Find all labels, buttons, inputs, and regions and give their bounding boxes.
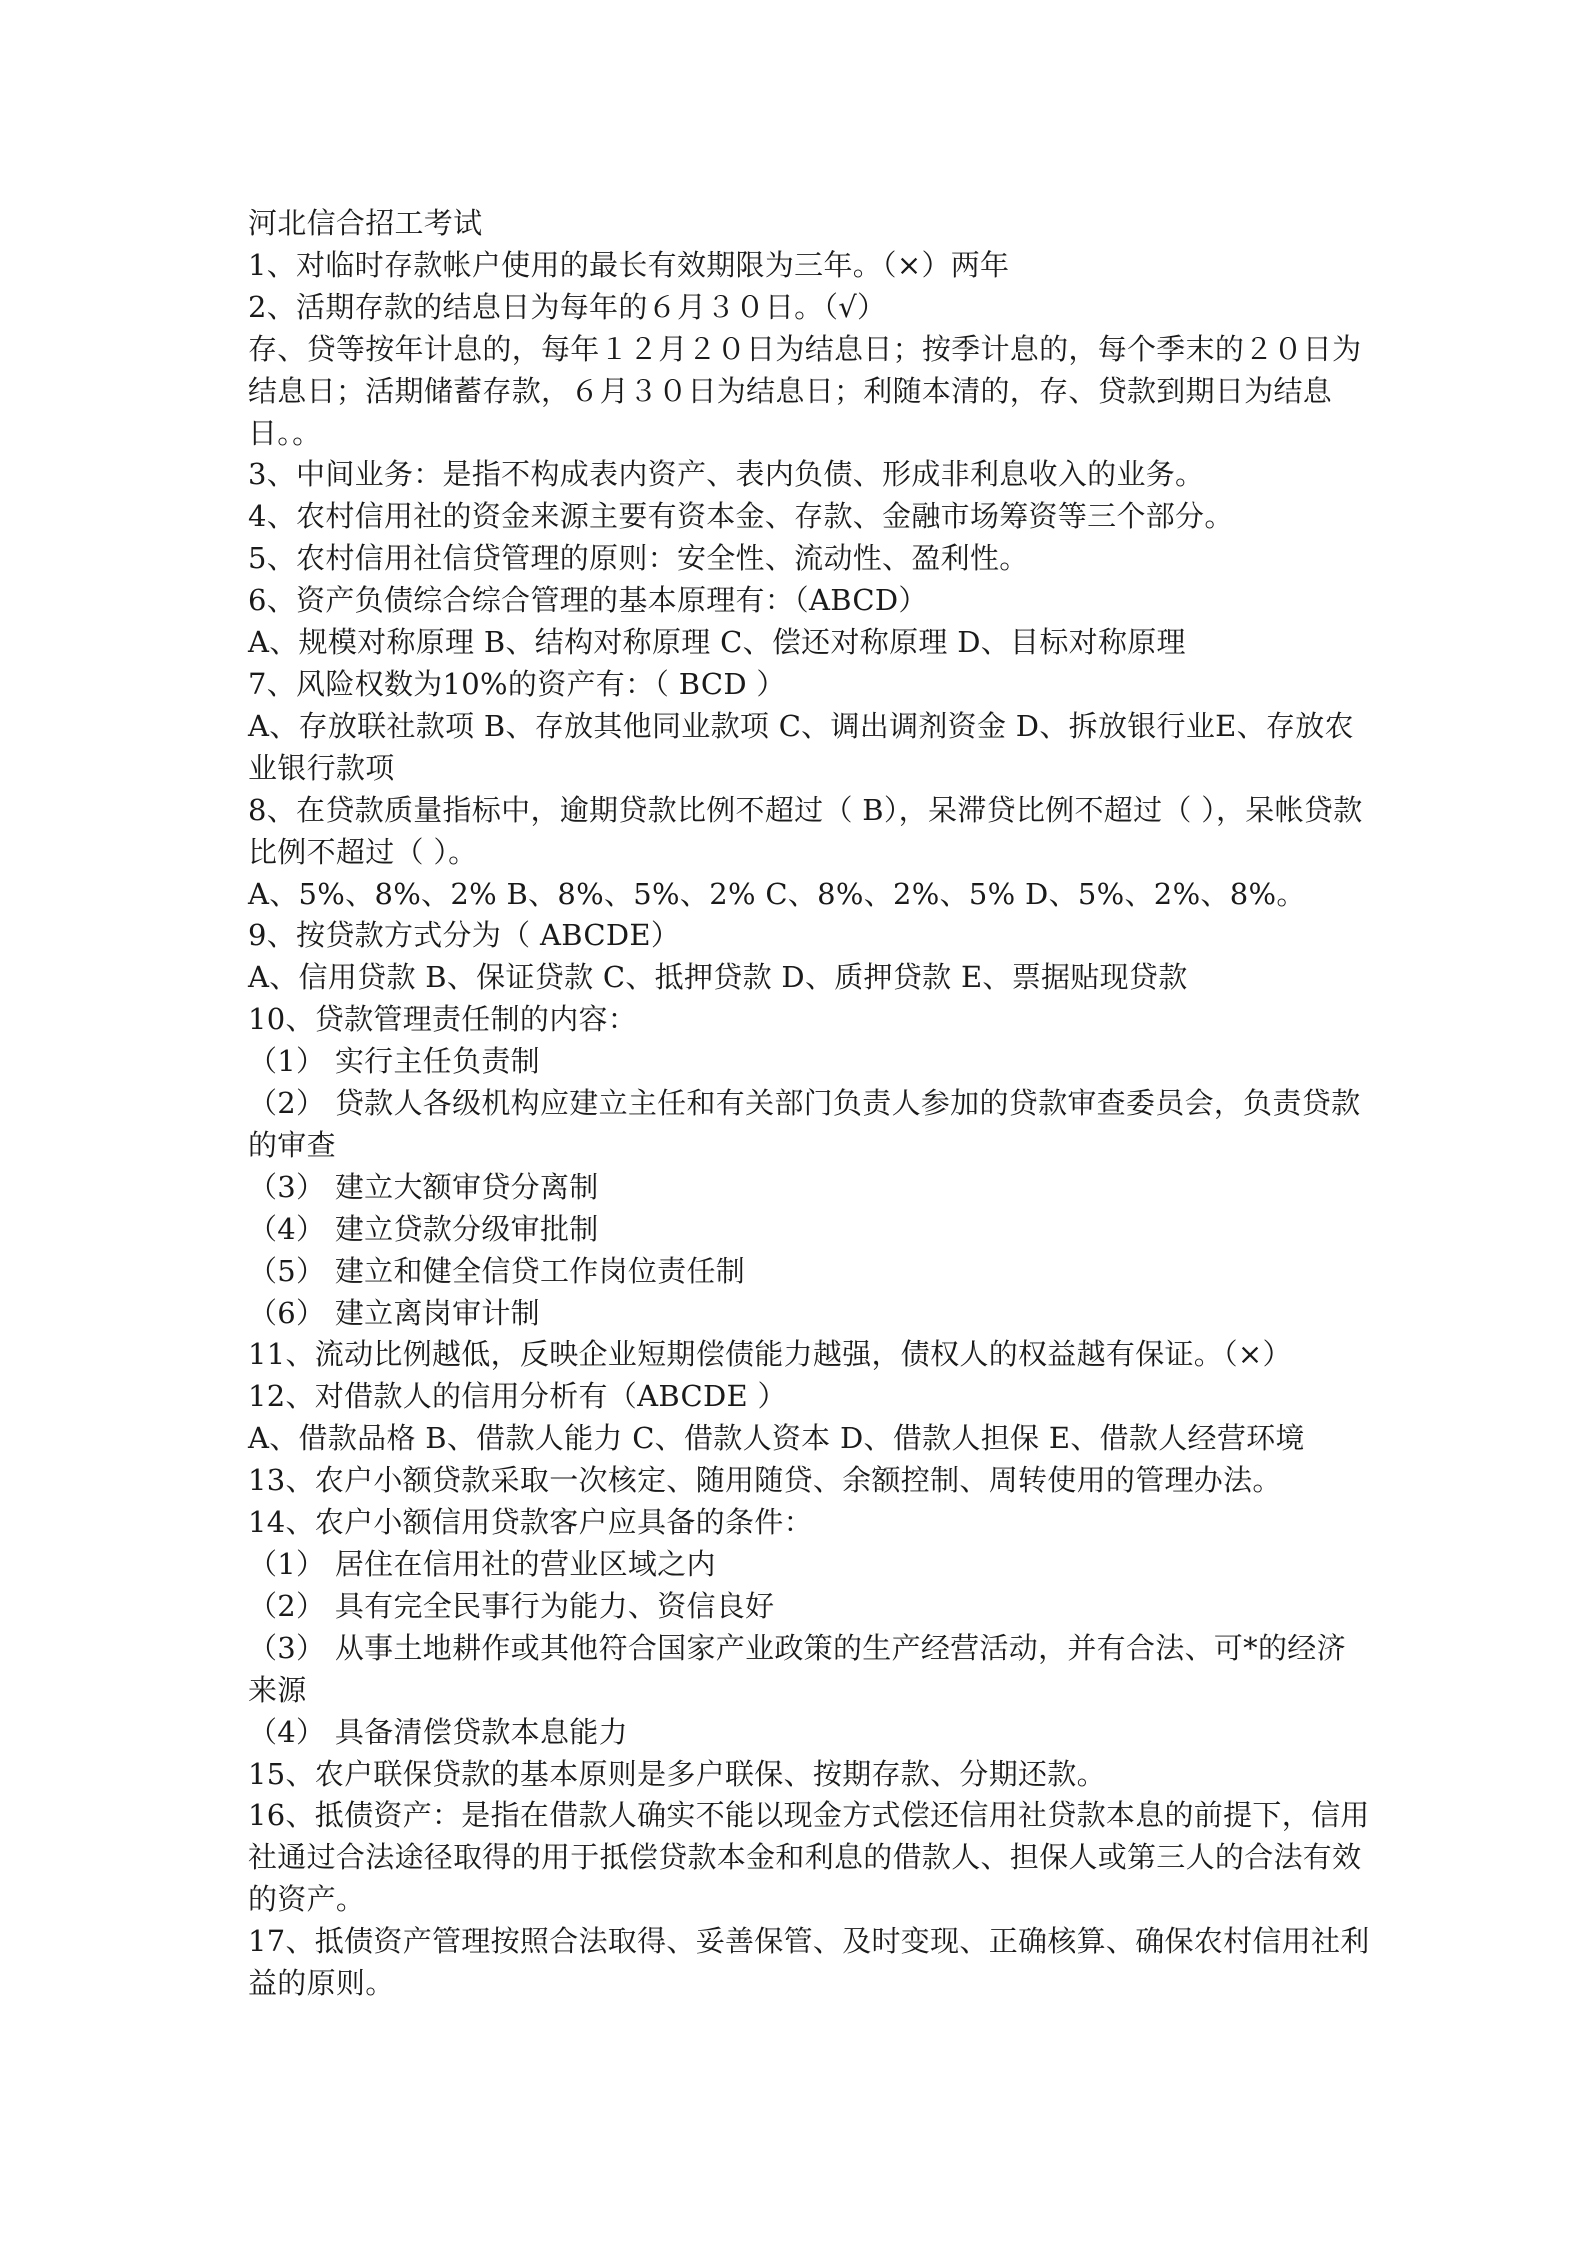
question-5: 5、农村信用社信贷管理的原则：安全性、流动性、盈利性。 [248,541,1029,576]
question-9-options: A、信用贷款 B、保证贷款 C、抵押贷款 D、质押贷款 E、票据贴现贷款 [248,960,1188,995]
question-12: 12、对借款人的信用分析有（ABCDE ） [248,1379,787,1414]
document-body [248,203,1373,2005]
question-1: 1、对临时存款帐户使用的最长有效期限为三年。（×）两年 [248,247,1010,282]
question-10-item-5: （5） 建立和健全信贷工作岗位责任制 [248,1253,746,1288]
question-2: 2、活期存款的结息日为每年的６月３０日。（√） [248,289,887,324]
question-4: 4、农村信用社的资金来源主要有资本金、存款、金融市场筹资等三个部分。 [248,499,1234,534]
question-16: 16、抵债资产：是指在借款人确实不能以现金方式偿还信用社贷款本息的前提下，信用社通过合法途径取得的用于抵偿贷款本金和利息的借款人、担保人或第三人的合法有效的资产。 [248,1798,1370,1917]
question-14-item-1: （1） 居住在信用社的营业区域之内 [248,1547,716,1581]
question-6-options: A、规模对称原理 B、结构对称原理 C、偿还对称原理 D、目标对称原理 [248,625,1186,660]
document-title: 河北信合招工考试 [248,206,483,240]
question-8: 8、在贷款质量指标中，逾期贷款比例不超过（ B），呆滞贷比例不超过（ ），呆帐贷款比例不超过（ ）。 [248,792,1363,869]
question-14-item-2: （2） 具有完全民事行为能力、资信良好 [248,1588,775,1623]
question-10-item-4: （4） 建立贷款分级审批制 [248,1211,599,1246]
question-17: 17、抵债资产管理按照合法取得、妥善保管、及时变现、正确核算、确保农村信用社利益的原则。 [248,1924,1370,2001]
question-13: 13、农户小额贷款采取一次核定、随用随贷、余额控制、周转使用的管理办法。 [248,1463,1282,1498]
question-10: 10、贷款管理责任制的内容： [248,1002,638,1037]
question-14-item-3: （3） 从事土地耕作或其他符合国家产业政策的生产经营活动，并有合法、可*的经济来源 [248,1630,1346,1707]
question-10-item-1: （1） 实行主任负责制 [248,1044,540,1079]
question-10-item-2: （2） 贷款人各级机构应建立主任和有关部门负责人参加的贷款审查委员会，负责贷款的审查 [248,1086,1361,1162]
question-10-item-3: （3） 建立大额审贷分离制 [248,1169,599,1204]
question-15: 15、农户联保贷款的基本原则是多户联保、按期存款、分期还款。 [248,1756,1106,1791]
question-11: 11、流动比例越低，反映企业短期偿债能力越强，债权人的权益越有保证。（×） [248,1337,1292,1372]
question-9: 9、按贷款方式分为（ ABCDE） [248,918,681,953]
question-2-note: 存、贷等按年计息的，每年１２月２０日为结息日；按季计息的，每个季末的２０日为结息日；活期储蓄存款，６月３０日为结息日；利随本清的，存、贷款到期日为结息日。。 [248,331,1362,450]
question-14-item-4: （4） 具备清偿贷款本息能力 [248,1714,628,1749]
question-14: 14、农户小额信用贷款客户应具备的条件： [248,1505,813,1540]
question-10-item-6: （6） 建立离岗审计制 [248,1295,540,1330]
question-8-options: A、5%、8%、2% B、8%、5%、2% C、8%、2%、5% D、5%、2%、8%。 [248,876,1306,911]
question-6: 6、资产负债综合综合管理的基本原理有：（ABCD） [248,583,928,618]
question-7-options: A、存放联社款项 B、存放其他同业款项 C、调出调剂资金 D、拆放银行业E、存放农业银行款项 [248,708,1354,785]
question-7: 7、风险权数为10%的资产有：（ BCD ） [248,666,786,701]
question-12-options: A、借款品格 B、借款人能力 C、借款人资本 D、借款人担保 E、借款人经营环境 [248,1421,1305,1456]
question-3: 3、中间业务：是指不构成表内资产、表内负债、形成非利息收入的业务。 [248,457,1205,492]
